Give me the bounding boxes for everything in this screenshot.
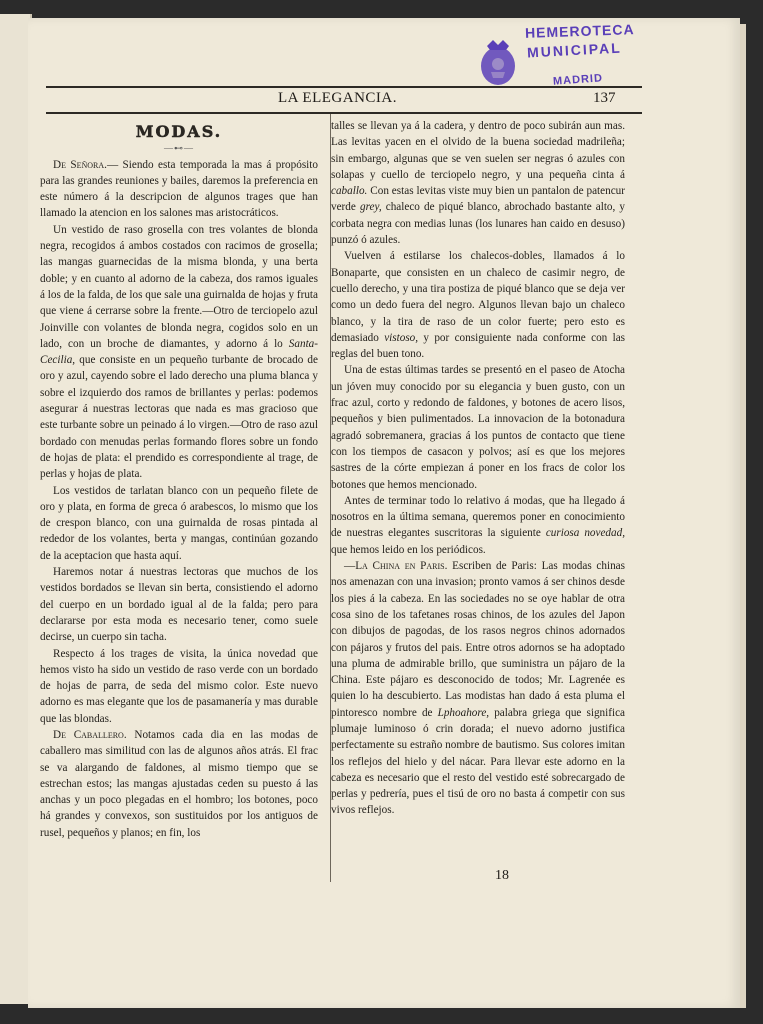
stamp-line-2: MUNICIPAL xyxy=(526,39,623,61)
paragraph: Los vestidos de tarlatan blanco con un pequeño filete de oro y plata, en forma de greca ó arabescos, lo mismo que los de crespon blanco, con una guirnalda de rosas pintada al rededor de los volantes, berta y mangas, continúan gozando de la aceptacion que hasta aquí. xyxy=(40,484,318,562)
paragraph: talles se llevan ya á la cadera, y dentro de poco subirán aun mas. Las levitas yacen en el olvido de la buena sociedad madrileña; sin embargo, algunas que se ven suelen ser negras ó azules con solapas y cuello de terciopelo negro, y una pequeña cinta á caballo. Con estas levitas viste muy bien un pantalon de patencur verde grey, chaleco de piqué blanco, abrochado bastante alto, y corbata negra con medias lunas (los lunares han caido en desuso) punzó ó azules. xyxy=(331,120,626,247)
running-title: LA ELEGANCIA. xyxy=(278,90,397,106)
paragraph: Vuelven á estilarse los chalecos-dobles, llamados á lo Bonaparte, que consisten en un chaleco de casimir negro, de cuello derecho, y una tira postiza de piqué blanco que se deja ver como un dedo fuera del negro. Algunos llevan bajo un chaleco blanco, y la tira de raso de un color fuerte; pero esto es demasiado vistoso, y por consiguiente nada conforme con las reglas del buen tono. xyxy=(331,250,626,361)
paragraph-lead: De Señora.— xyxy=(53,158,119,171)
title-ornament: —⊷— xyxy=(164,143,194,154)
stamp-line-3: MADRID xyxy=(552,72,604,88)
library-stamp xyxy=(473,18,643,93)
newspaper-page xyxy=(28,18,740,1008)
section-title: MODAS. xyxy=(135,122,223,141)
coat-of-arms-icon xyxy=(473,36,523,88)
header-rule-bottom xyxy=(46,112,642,114)
paragraph: Un vestido de raso grosella con tres volantes de blonda negra, recogidos á ambos costados con racimos de grosella; las mangas guarnecidas de la misma blonda, y una berta doble; y en cuanto al adorno de la cabeza, dos ramos iguales á los de la falda, de los que sale una guirnalda de hojas y fruta que viene á cerrarse sobre la frente.—Otro de terciopelo azul Joinville con volantes de blonda negra, cogidos solo en un lado, con un broche de diamantes, y adorno á lo Santa-Cecilia, que consiste en un pequeño turbante de brocado de oro y azul, cayendo sobre el lado derecho una pluma blanca y sobre el izquierdo dos ramos de brillantes y perlas: podemos asegurar á nuestras lectoras que nada es mas gracioso que este turbante sobre un peinado á lo virgen.—Otro de raso azul bordado con menudas perlas formando flores sobre un fondo de hojas de plata: el prendido es correspondiente al trage, de perlas y hojas de plata. xyxy=(40,223,318,481)
page-number: 137 xyxy=(593,90,616,106)
right-column xyxy=(331,118,625,819)
left-column xyxy=(40,124,318,841)
header-rule-top xyxy=(46,86,642,88)
paragraph: De Señora.— Siendo esta temporada la mas á propósito para las grandes reuniones y bailes, daremos la preferencia en este número á la descripcion de algunos trages que han llamado la atencion en los salones mas aristocráticos. xyxy=(40,158,318,220)
signature-mark: 18 xyxy=(495,868,509,883)
paragraph: De Caballero. Notamos cada dia en las modas de caballero mas similitud con las de algunos años atrás. El frac se va alargando de faldones, al mismo tiempo que se estrechan estos; las mangas ajustadas ceden su puesto á las anchas y un poco plegadas en el hombro; los botones, poco há grandes y convexos, son sustituidos por los antiguos de rusel, pequeños y planos; en fin, los xyxy=(40,728,319,839)
paragraph-lead: De Caballero. xyxy=(53,728,127,741)
paragraph: Haremos notar á nuestras lectoras que muchos de los vestidos bordados se llevan sin berta, consistiendo el adorno del cuerpo en un bordado igual al de la falda; pero para declararse por esta moda es necesario tener, como suele decirse, un cuerpo sin tacha. xyxy=(40,566,318,644)
paragraph: Respecto á los trages de visita, la única novedad que hemos visto ha sido un vestido de raso verde con un bordado de hojas de parra, de seda del mismo color. Este nuevo adorno es mas elegante que los de pasamanería y mas durable que las blondas. xyxy=(40,647,318,725)
stamp-line-1: HEMEROTECA xyxy=(524,21,635,41)
paragraph-lead: —La China en Paris. xyxy=(344,560,448,573)
paragraph: —La China en Paris. Escriben de Paris: Las modas chinas nos amenazan con una invasion; pronto vamos á ser chinos desde los pies á la cabeza. En las sociedades no se oye hablar de otra cosa sino de los tafetanes rosas chinos, de los azules del Japon con dibujos de pagodas, de los rasos negros chinos adornados con pájaros y frutos del pais. Entre otros adornos se ha adoptado una pluma de admirable brillo, que suministra un pájaro de la China. Este pájaro es desconocido de todos; Mr. Lagrenée es quien lo ha descubierto. Las modistas han dado á esta pluma el pintoresco nombre de Lphoahore, palabra griega que significa plumaje luminoso ó crin dorada; el nuevo adorno justifica perfectamente su estraño nombre de bautismo. Sus colores imitan los reflejos del hielo y del nácar. Para llevar este adorno en la cabeza es necesario que el resto del vestido esté sobrecargado de perlas y pedrería, pues el tisú de oro no basta á competir con sus vivos reflejos. xyxy=(331,560,626,817)
paragraph: Antes de terminar todo lo relativo á modas, que ha llegado á nosotros en la última semana, queremos poner en conocimiento de nuestras elegantes suscritoras la siguiente curiosa novedad, que hemos leido en los periódicos. xyxy=(331,494,626,556)
paragraph: Una de estas últimas tardes se presentó en el paseo de Atocha un jóven muy conocido por su elegancia y buen gusto, con un frac azul, corto y redondo de faldones, y botones de acero lisos, pequeños y bien pulimentados. La innovacion de la botonadura agradó sobremanera, gracias á los puntos de contacto que tiene con los tiempos de casacon y polvos; así es que los mejores sastres de la córte empiezan á poner en los fracs de color los botones que hemos mencionado. xyxy=(331,364,625,491)
